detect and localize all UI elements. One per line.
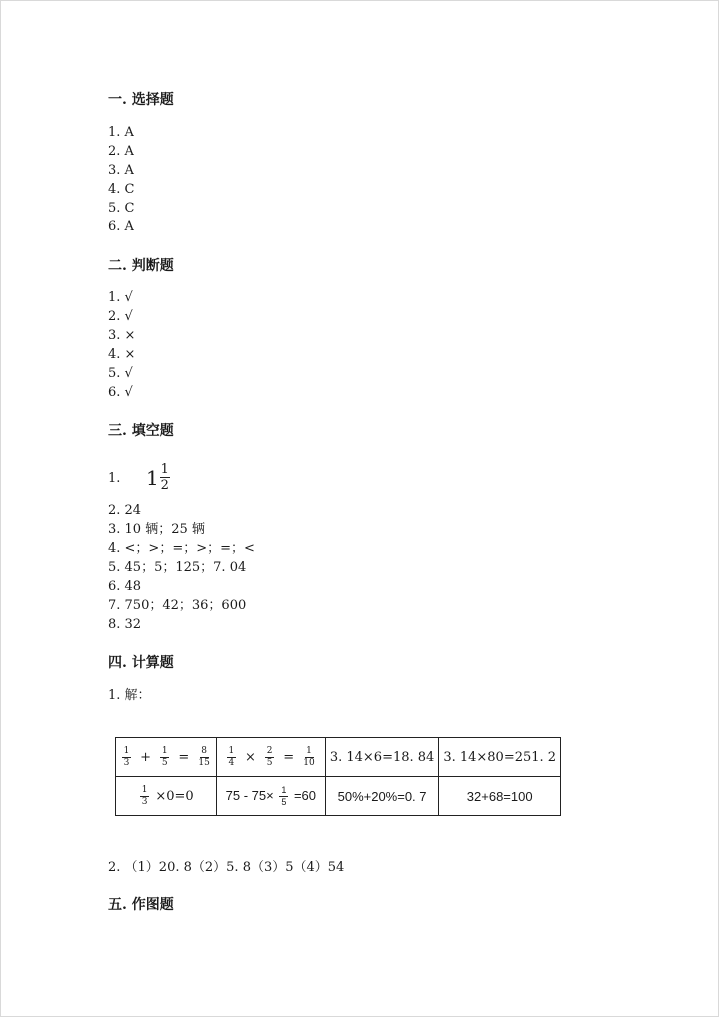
denominator: 3 [123,757,130,768]
mixed-whole: 1 [146,465,159,490]
mixed-number [146,463,170,492]
equals-sign: = [178,749,190,765]
judge-answer-4: 4. × [108,347,136,362]
fill-answer-8: 8. 32 [108,617,142,632]
expression-prefix: 75 - 75× [225,787,274,803]
judge-answer-2: 2. √ [108,309,133,324]
fill-answer-2: 2. 24 [108,503,142,518]
numerator: 1 [141,784,148,795]
denominator: 4 [228,757,235,768]
section-heading-fill: 三. 填空题 [108,423,174,439]
numerator: 1 [228,745,235,756]
calc-cell-3: 3. 14×6=18. 84 [325,738,438,777]
calc-cell-6 [216,777,325,816]
denominator: 3 [141,796,148,807]
denominator: 15 [198,757,210,768]
fill-answer-3: 3. 10 辆；25 辆 [108,522,205,537]
judge-answer-6: 6. √ [108,385,133,400]
fraction [227,747,236,768]
fill-answer-1-label: 1. [108,471,121,486]
denominator: 5 [161,757,168,768]
calc-intro: 1. 解： [108,688,151,703]
numerator: 2 [266,745,273,756]
fill-answer-6: 6. 48 [108,579,142,594]
calc-cell-5 [116,777,217,816]
choice-answer-1: 1. A [108,125,134,140]
choice-answer-4: 4. C [108,182,135,197]
fill-answer-1 [108,462,169,493]
fraction [279,786,288,807]
calc-cell-2 [216,738,325,777]
plus-sign: + [140,749,152,765]
numerator: 1 [161,745,168,756]
fill-answer-5: 5. 45；5；125；7. 04 [108,560,247,575]
calc-cell-7: 50%+20%=0. 7 [325,777,438,816]
fraction [303,747,314,768]
fraction [140,786,149,807]
fraction-denominator: 2 [160,478,169,493]
choice-answer-6: 6. A [108,219,134,234]
section-heading-judge: 二. 判断题 [108,258,174,274]
fill-answer-4: 4. <；>；=；>；=；< [108,541,255,556]
numerator: 1 [281,784,287,795]
numerator: 1 [123,745,130,756]
denominator: 5 [281,796,287,807]
fraction [198,747,209,768]
judge-answer-5: 5. √ [108,366,133,381]
denominator: 5 [266,757,273,768]
choice-answer-5: 5. C [108,201,135,216]
judge-answer-1: 1. √ [108,290,133,305]
fraction-numerator: 1 [160,462,169,477]
denominator: 10 [303,757,315,768]
fill-answer-7: 7. 750；42；36；600 [108,598,247,613]
section-heading-draw: 五. 作图题 [108,897,174,913]
judge-answer-3: 3. × [108,328,136,343]
calc-answer-2: 2. （1）20. 8（2）5. 8（3）5（4）54 [108,860,345,875]
equals-sign: = [283,749,295,765]
section-heading-choice: 一. 选择题 [108,92,174,108]
mixed-fraction [160,463,170,492]
table-row [116,777,561,816]
section-heading-calc: 四. 计算题 [108,655,174,671]
calc-cell-1 [116,738,217,777]
calculation-table [115,737,561,816]
times-sign: × [245,749,256,765]
choice-answer-2: 2. A [108,144,134,159]
calc-cell-4: 3. 14×80=251. 2 [439,738,561,777]
numerator: 8 [201,745,207,756]
numerator: 1 [306,745,312,756]
fraction [265,747,274,768]
expression-rest: ×0=0 [155,788,194,804]
calc-cell-8: 32+68=100 [439,777,561,816]
fraction [160,747,169,768]
expression-rest: =60 [293,787,317,803]
table-row [116,738,561,777]
choice-answer-3: 3. A [108,163,134,178]
fraction [122,747,131,768]
